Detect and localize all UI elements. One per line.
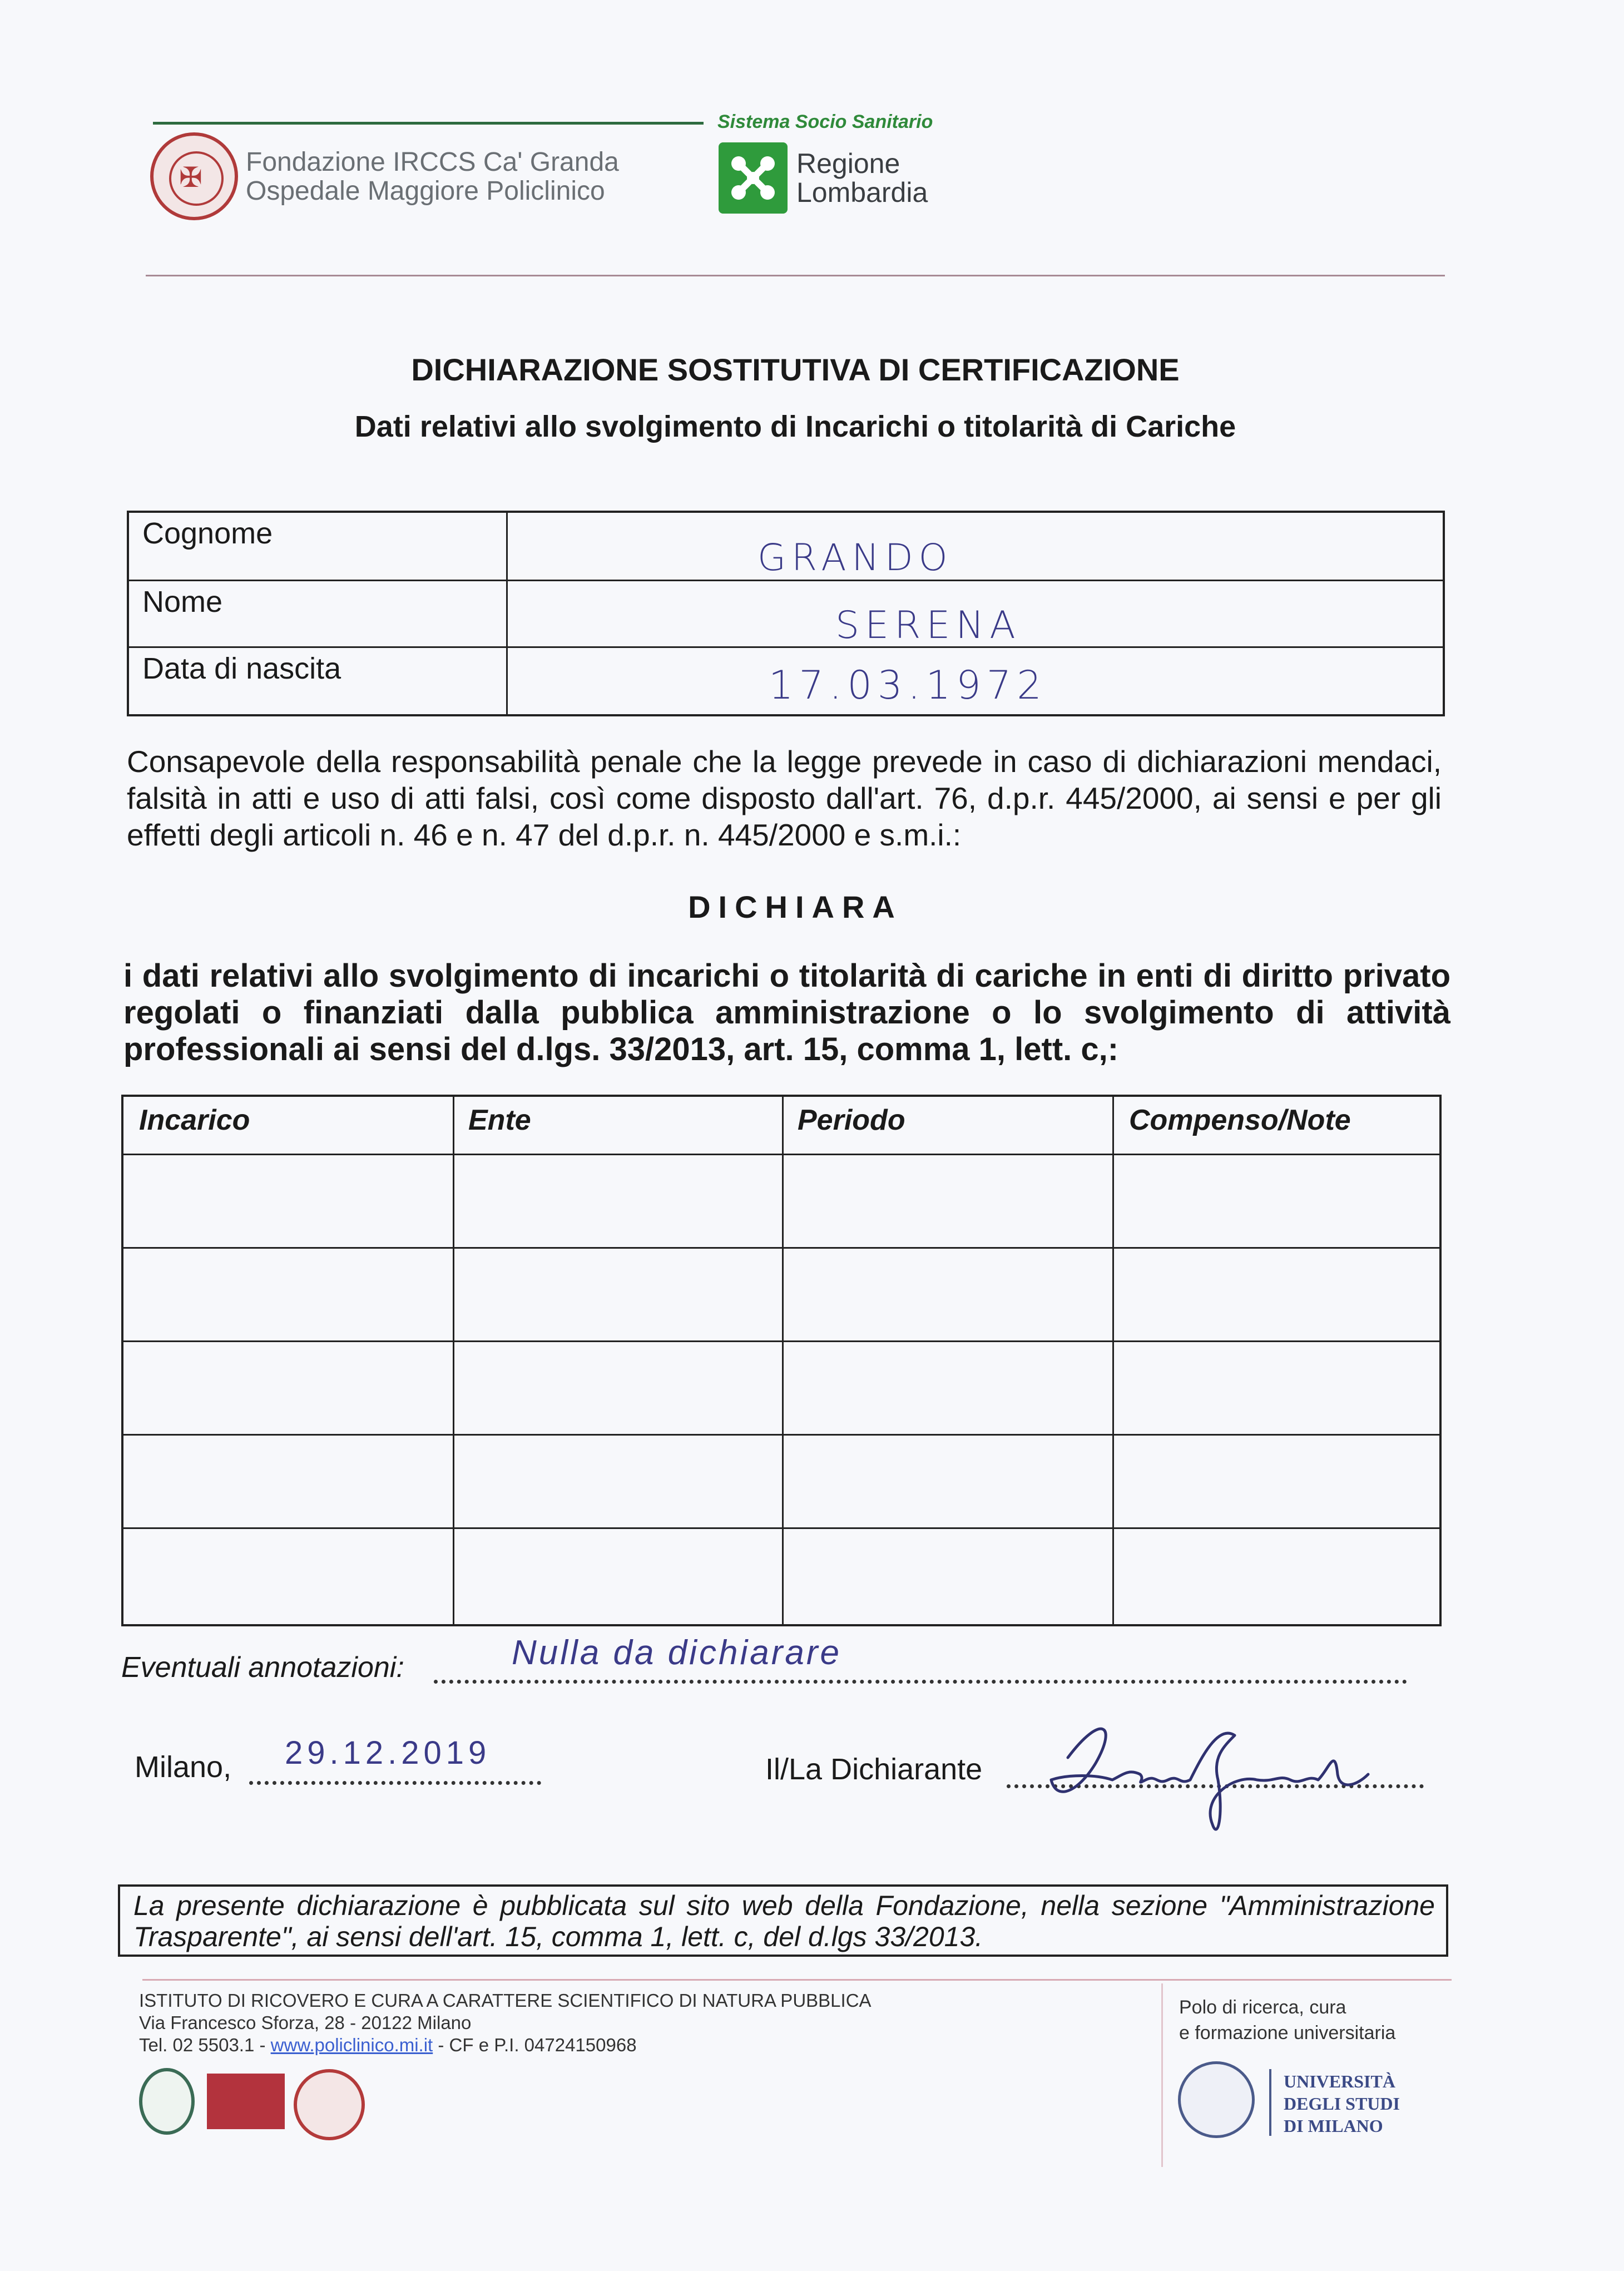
unimi-line3: DI MILANO <box>1284 2116 1383 2136</box>
data-nascita-row <box>129 646 1443 718</box>
unimi-line1: UNIVERSITÀ <box>1284 2071 1395 2091</box>
bureau-veritas-certification-logo <box>207 2074 285 2129</box>
header-row-divider <box>123 1154 1439 1155</box>
fondazione-seal-logo: ✠ <box>150 132 238 220</box>
document-subtitle: Dati relativi allo svolgimento di Incarichi o titolarità di Cariche <box>354 410 1236 443</box>
unimi-line2: DEGLI STUDI <box>1284 2094 1400 2114</box>
footer-divider <box>1161 1983 1163 2167</box>
fondazione-small-seal-logo <box>294 2069 365 2140</box>
row-divider <box>123 1434 1439 1436</box>
fondazione-name <box>246 148 619 206</box>
date-value[interactable]: 29.12.2019 <box>285 1735 491 1771</box>
dichiara-heading: DICHIARA <box>688 889 903 924</box>
nome-label: Nome <box>142 585 223 619</box>
consapevole-paragraph: Consapevole della responsabilità penale che la legge prevede in caso di dichiarazioni mendaci, falsità in atti e uso di atti falsi, così come disposto dall'art. 76, d.p.r. 445/2000, ai sensi e per gli effetti degli articoli n. 46 e n. 47 del d.p.r. n. 445/2000 e s.m.i.: <box>127 744 1442 852</box>
annotazioni-label: Eventuali annotazioni: <box>121 1651 404 1684</box>
header-rule-bottom <box>146 275 1445 276</box>
sistema-socio-sanitario-label: Sistema Socio Sanitario <box>717 111 933 132</box>
nome-value[interactable]: SERENA <box>835 603 1021 647</box>
footer-rule <box>142 1979 1452 1981</box>
column-header-compenso-note: Compenso/Note <box>1129 1104 1351 1136</box>
header-rule-top <box>153 122 704 125</box>
polo-line1: Polo di ricerca, cura <box>1179 1997 1346 2018</box>
handwritten-signature <box>1034 1691 1390 1849</box>
row-divider <box>123 1527 1439 1529</box>
row-divider <box>123 1340 1439 1342</box>
column-divider <box>453 1097 454 1624</box>
data-nascita-value[interactable]: 17.03.1972 <box>769 662 1047 708</box>
nome-row <box>129 580 1443 648</box>
dichiarante-label: Il/La Dichiarante <box>765 1753 983 1786</box>
universita-milano-seal-logo <box>1178 2061 1255 2138</box>
incarichi-table <box>121 1095 1442 1626</box>
column-header-ente: Ente <box>468 1104 531 1136</box>
column-header-incarico: Incarico <box>139 1104 250 1136</box>
document-title: DICHIARAZIONE SOSTITUTIVA DI CERTIFICAZIONE <box>411 352 1180 387</box>
personal-column-divider <box>506 513 508 714</box>
column-divider <box>1112 1097 1114 1624</box>
regione-line1: Regione <box>796 148 900 179</box>
annotazioni-value[interactable]: Nulla da dichiarare <box>512 1634 841 1672</box>
column-header-periodo: Periodo <box>798 1104 905 1136</box>
footer-address-line: Via Francesco Sforza, 28 - 20122 Milano <box>139 2012 472 2033</box>
fondazione-line1: Fondazione IRCCS Ca' Granda <box>246 147 619 177</box>
data-nascita-label: Data di nascita <box>142 652 341 685</box>
fondazione-line2: Ospedale Maggiore Policlinico <box>246 176 605 206</box>
dichiara-paragraph: i dati relativi allo svolgimento di incarichi o titolarità di cariche in enti di diritto privato regolati o finanziati dalla pubblica amministrazione o lo svolgimento di attività professionali ai sensi del d.lgs. 33/2013, art. 15, comma 1, lett. c,: <box>123 958 1450 1067</box>
universita-logo-divider <box>1269 2069 1271 2136</box>
personal-data-table <box>127 511 1445 716</box>
polo-line2: e formazione universitaria <box>1179 2022 1396 2044</box>
polo-ricerca-text <box>1179 1995 1395 2046</box>
footer-institute-line: ISTITUTO DI RICOVERO E CURA A CARATTERE SCIENTIFICO DI NATURA PUBBLICA <box>139 1990 872 2011</box>
footer-contact-line <box>139 2035 637 2056</box>
column-divider <box>782 1097 784 1624</box>
row-divider <box>123 1247 1439 1249</box>
regione-lombardia-logo <box>719 142 788 214</box>
place-label: Milano, <box>135 1750 232 1784</box>
regione-line2: Lombardia <box>796 177 928 208</box>
publication-note: La presente dichiarazione è pubblicata sul sito web della Fondazione, nella sezione "Amministrazione Trasparente", ai sensi dell'art. 15, comma 1, lett. c, del d.lgs 33/2013. <box>133 1890 1435 1952</box>
cognome-row <box>129 513 1443 580</box>
website-link[interactable]: www.policlinico.mi.it <box>270 2035 433 2055</box>
cognome-label: Cognome <box>142 517 273 550</box>
universita-milano-name <box>1284 2070 1400 2137</box>
footer-phone: Tel. 02 5503.1 - <box>139 2035 271 2055</box>
cognome-value[interactable]: GRANDO <box>757 536 953 579</box>
accreditation-seal-logo <box>139 2068 195 2135</box>
footer-tax-code: - CF e P.I. 04724150968 <box>433 2035 637 2055</box>
regione-lombardia-name <box>796 149 928 207</box>
publication-note-box <box>118 1884 1448 1957</box>
